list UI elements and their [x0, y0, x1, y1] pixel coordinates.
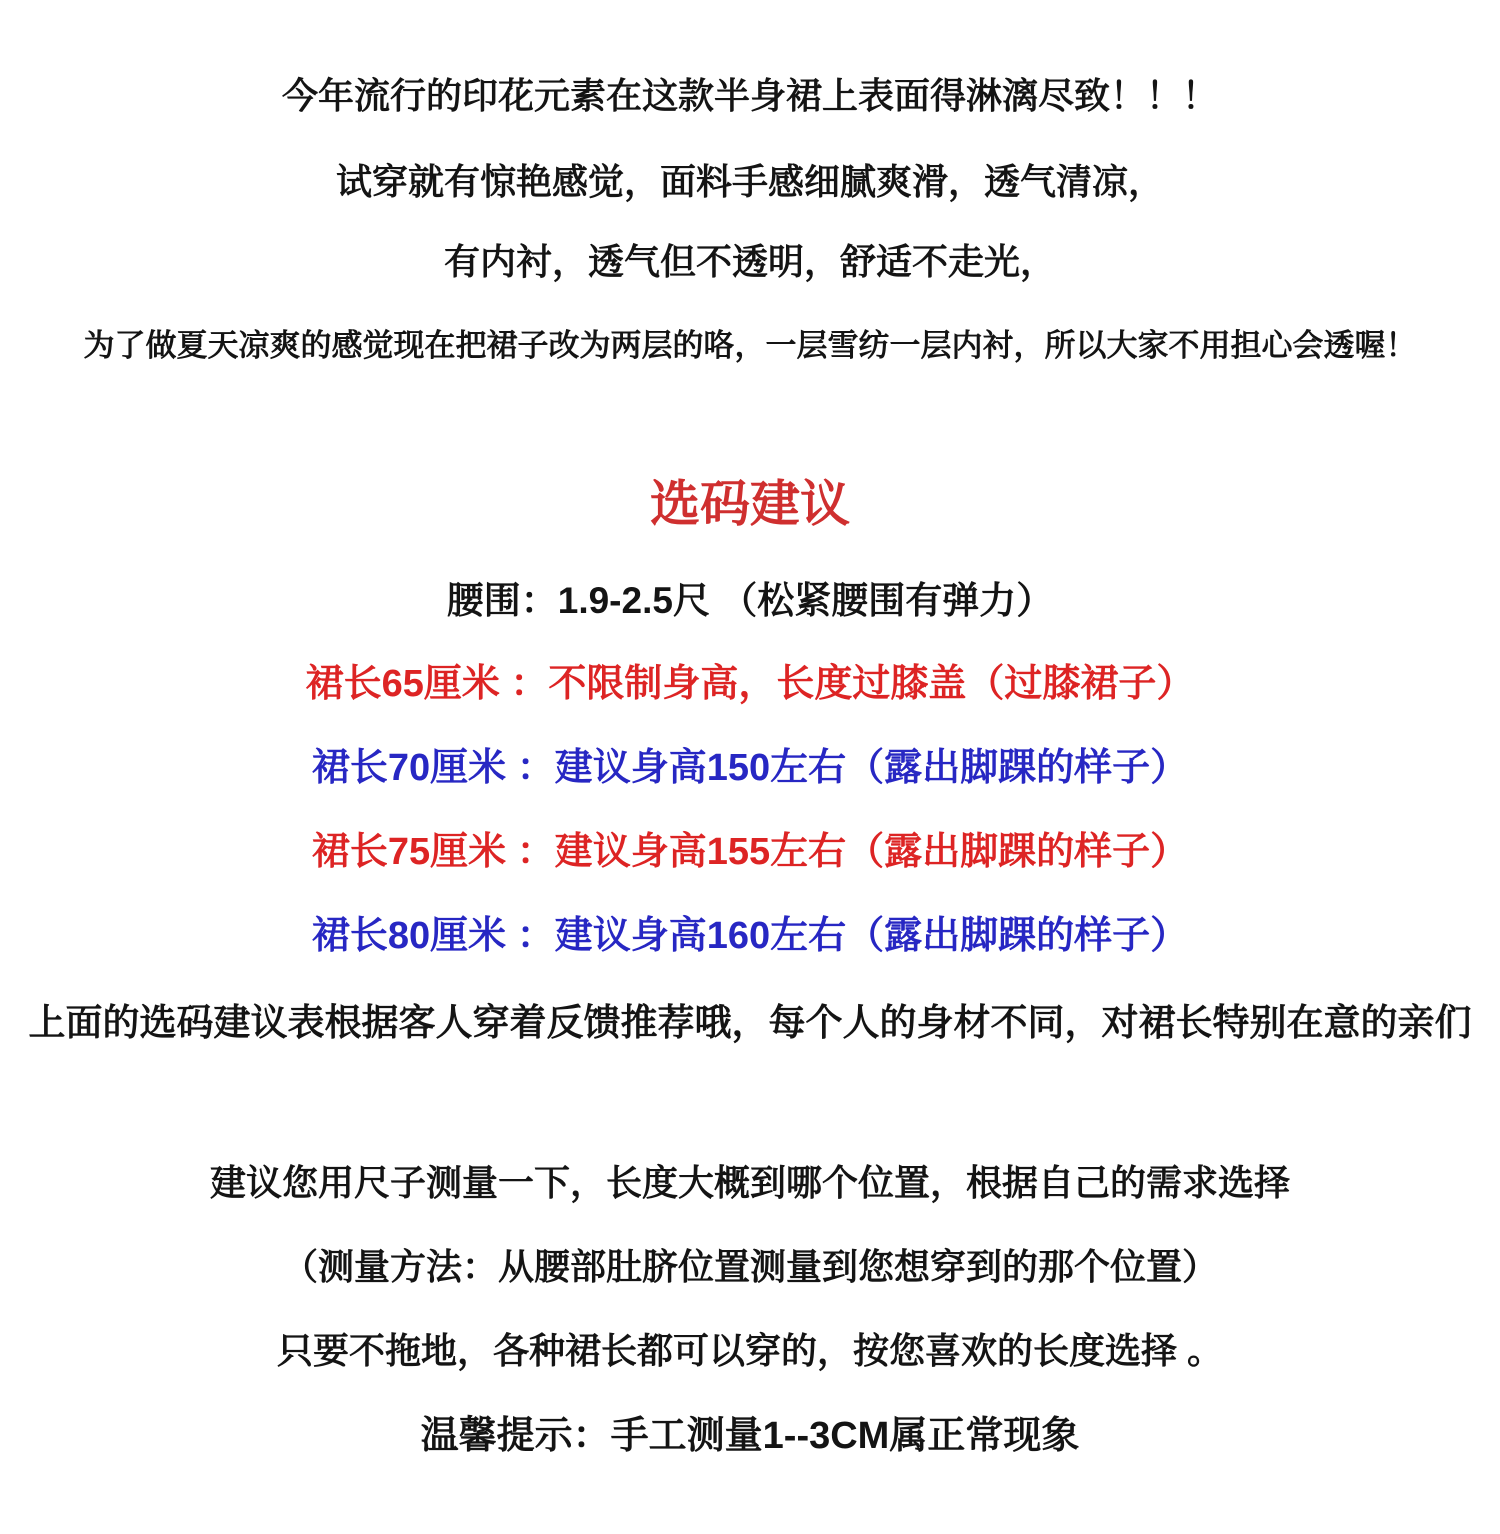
measure-length-choice-line: 只要不拖地，各种裙长都可以穿的，按您喜欢的长度选择 。 — [276, 1330, 1223, 1371]
size-row-65cm: 裙长65厘米 ：不限制身高，长度过膝盖（过膝裙子） — [305, 663, 1195, 705]
size-guide-note: 上面的选码建议表根据客人穿着反馈推荐哦，每个人的身材不同，对裙长特别在意的亲们 — [28, 1002, 1472, 1043]
size-guide-heading: 选码建议 — [650, 476, 850, 532]
intro-line-lining: 有内衬，透气但不透明，舒适不走光， — [443, 241, 1056, 282]
measure-tolerance-tip: 温馨提示：手工测量1--3CM属正常现象 — [420, 1415, 1080, 1457]
intro-line-fabric-feel: 试穿就有惊艳感觉，面料手感细腻爽滑，透气清凉， — [335, 161, 1164, 202]
intro-line-two-layers: 为了做夏天凉爽的感觉现在把裙子改为两层的咯，一层雪纺一层内衬，所以大家不用担心会透喔！ — [83, 328, 1417, 363]
size-row-75cm: 裙长75厘米 ：建议身高155左右（露出脚踝的样子） — [311, 831, 1189, 873]
measure-advice-line: 建议您用尺子测量一下，长度大概到哪个位置，根据自己的需求选择 — [209, 1162, 1290, 1203]
measure-method-line: （测量方法：从腰部肚脐位置测量到您想穿到的那个位置） — [281, 1246, 1218, 1287]
intro-line-print-elements: 今年流行的印花元素在这款半身裙上表面得淋漓尽致！！！ — [281, 75, 1218, 116]
size-row-70cm: 裙长70厘米 ：建议身高150左右（露出脚踝的样子） — [311, 747, 1189, 789]
waist-size-line: 腰围：1.9-2.5尺 （松紧腰围有弹力） — [446, 580, 1054, 621]
size-row-80cm: 裙长80厘米 ：建议身高160左右（露出脚踝的样子） — [311, 915, 1189, 957]
